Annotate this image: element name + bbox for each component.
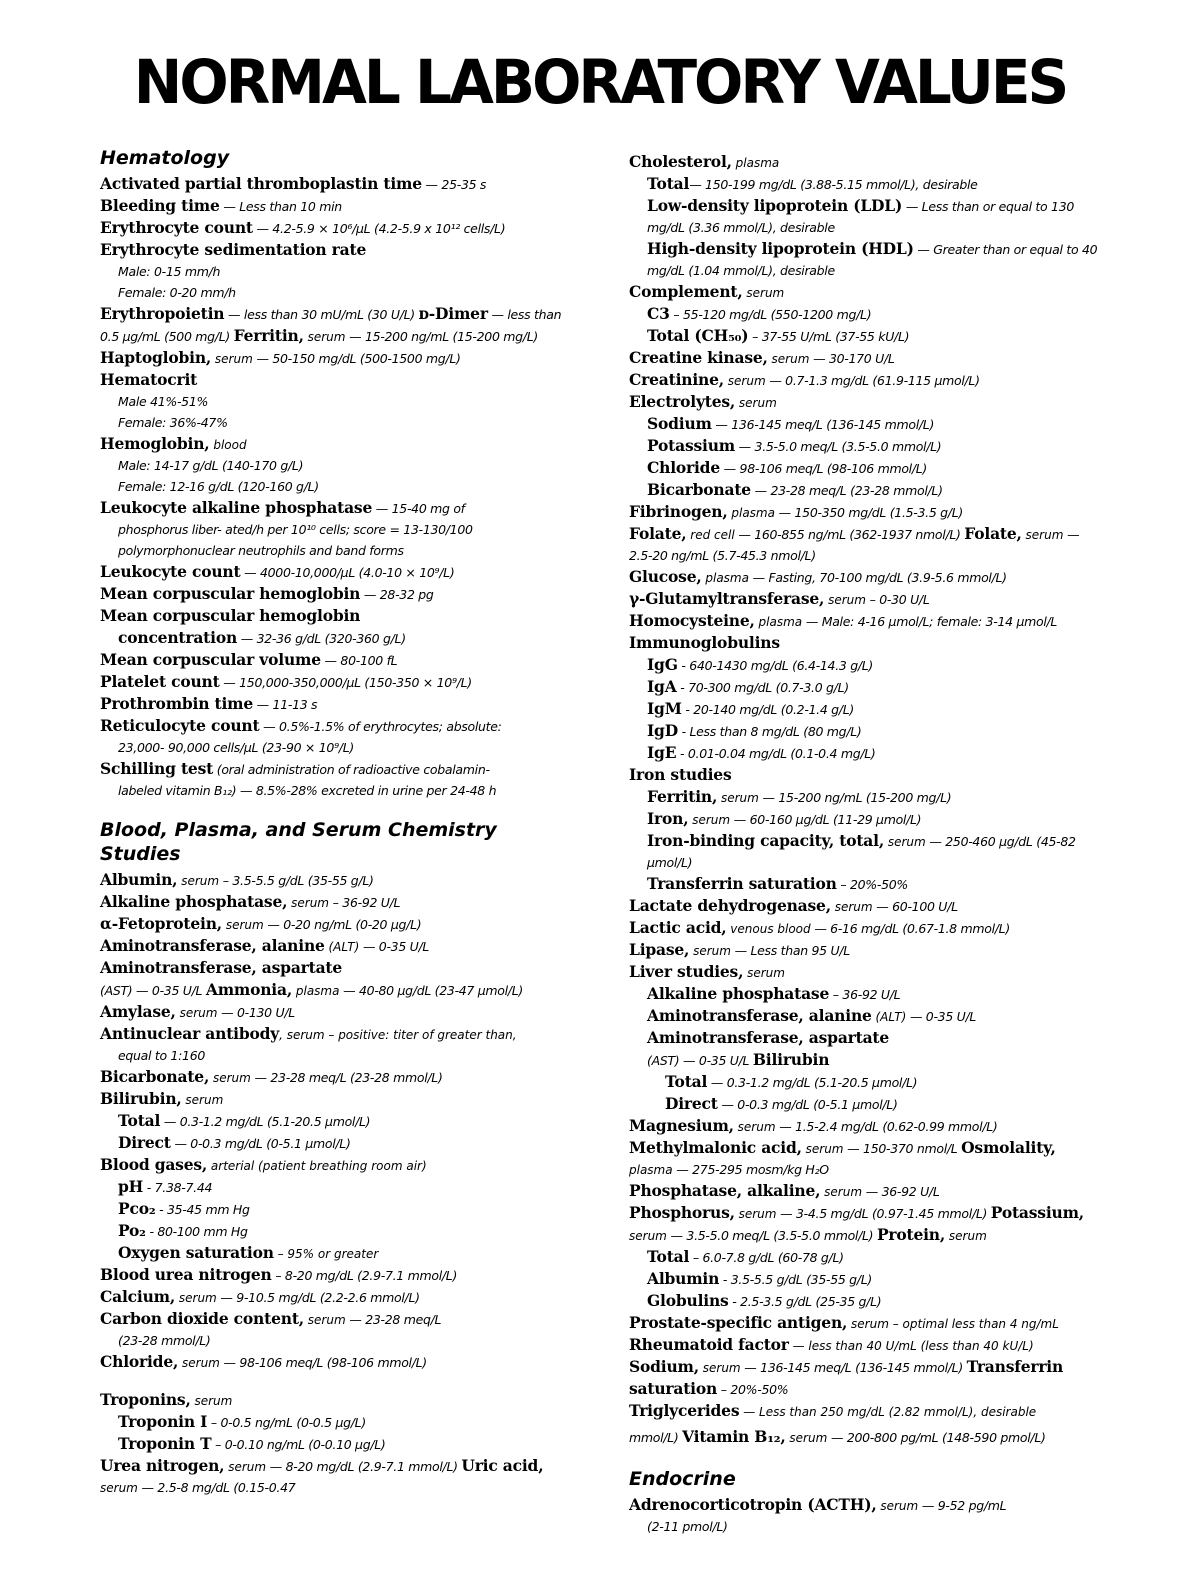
entry-fibrinogen: Fibrinogen, plasma — 150-350 mg/dL (1.5-3.5 g/L) — [629, 502, 963, 521]
entry-troponin-i: Troponin I – 0-0.5 ng/mL (0-0.5 μg/L) — [118, 1412, 366, 1431]
entry-potassium: Potassium — 3.5-5.0 meq/L (3.5-5.0 mmol/L) — [647, 436, 942, 455]
section-chemistry: Blood, Plasma, and Serum Chemistry Studies — [100, 819, 497, 865]
entry-triglycerides: Triglycerides — Less than 250 mg/dL (2.82 mmol/L), desirable — [629, 1401, 1037, 1420]
entry-epo-ddimer-ferritin: Erythropoietin — less than 30 mU/mL (30 U/L) ᴅ-Dimer — less than 0.5 μg/mL (500 mg/L) Ferritin, serum — 15-200 ng/mL (15-200 mg/L) — [100, 304, 562, 345]
entry-tibc: Iron-binding capacity, total, serum — 250-460 μg/dL (45-82 μmol/L) — [647, 831, 1076, 870]
entry-reticulocyte-line2: 23,000- 90,000 cells/μL (23-90 × 10⁹/L) — [118, 740, 354, 755]
entry-acth-line2: (2-11 pmol/L) — [647, 1519, 728, 1534]
entry-liver-alt-ast-bili: Aminotransferase, alanine (ALT) — 0-35 U/L Aminotransferase, aspartate (AST) — 0-35 U/L Bilirubin — [647, 1006, 977, 1069]
entry-psa-rf-na-tsat: Prostate-specific antigen, serum – optimal less than 4 ng/mL Rheumatoid factor — less than 40 U/mL (less than 40 kU/L) Sodium, serum — 136-145 meq/L (136-145 mmol/L) Transferrin saturation – 20%-50% — [629, 1313, 1064, 1398]
entry-ggt: γ-Glutamyltransferase, serum – 0-30 U/L — [629, 589, 930, 608]
entry-aptt: Activated partial thromboplastin time — 25-35 s — [100, 174, 487, 193]
entry-schilling-line2: labeled vitamin B₁₂) — 8.5%-28% excreted in urine per 24-48 h — [118, 783, 497, 798]
entry-co2-line2: (23-28 mmol/L) — [118, 1333, 211, 1348]
entry-ana-line2: equal to 1:160 — [118, 1048, 205, 1063]
entry-lap-line2: phosphorus liber- ated/h per 10¹⁰ cells; score = 13-130/100 — [118, 522, 473, 537]
entry-haptoglobin: Haptoglobin, serum — 50-150 mg/dL (500-1500 mg/L) — [100, 348, 461, 367]
entry-glucose: Glucose, plasma — Fasting, 70-100 mg/dL (3.9-5.6 mmol/L) — [629, 567, 1007, 586]
entry-iron-studies: Iron studies — [629, 765, 732, 784]
entry-ch50: Total (CH₅₀) – 37-55 U/mL (37-55 kU/L) — [647, 326, 910, 345]
entry-iron: Iron, serum — 60-160 μg/dL (11-29 μmol/L) — [647, 809, 922, 828]
entry-protein-globulins: Globulins - 2.5-3.5 g/dL (25-35 g/L) — [647, 1291, 882, 1310]
entry-creatinine: Creatinine, serum — 0.7-1.3 mg/dL (61.9-115 μmol/L) — [629, 370, 980, 389]
entry-bun: Blood urea nitrogen – 8-20 mg/dL (2.9-7.1 mmol/L) — [100, 1265, 458, 1284]
entry-blood-gases-o2sat: Oxygen saturation – 95% or greater — [118, 1243, 379, 1262]
entry-liver-bili-direct: Direct — 0-0.3 mg/dL (0-5.1 μmol/L) — [665, 1094, 898, 1113]
entry-ldh: Lactate dehydrogenase, serum — 60-100 U/L — [629, 896, 958, 915]
entry-bicarbonate-lytes: Bicarbonate — 23-28 meq/L (23-28 mmol/L) — [647, 480, 943, 499]
entry-mchc-value: concentration — 32-36 g/dL (320-360 g/L) — [118, 628, 406, 647]
entry-platelet-count: Platelet count — 150,000-350,000/μL (150-350 × 10⁹/L) — [100, 672, 472, 691]
entry-hematocrit: Hematocrit — [100, 370, 198, 389]
entry-igg: IgG - 640-1430 mg/dL (6.4-14.3 g/L) — [647, 655, 873, 674]
entry-igd: IgD - Less than 8 mg/dL (80 mg/L) — [647, 721, 862, 740]
entry-urea-uric: Urea nitrogen, serum — 8-20 mg/dL (2.9-7.1 mmol/L) Uric acid, serum — 2.5-8 mg/dL (0.15-0.47 — [100, 1456, 544, 1495]
entry-schilling-test: Schilling test (oral administration of radioactive cobalamin- — [100, 759, 490, 778]
entry-lipase: Lipase, serum — Less than 95 U/L — [629, 940, 850, 959]
entry-alkaline-phosphatase: Alkaline phosphatase, serum – 36-92 U/L — [100, 892, 401, 911]
entry-complement: Complement, serum — [629, 282, 785, 301]
page-title: NORMAL LABORATORY VALUES — [133, 46, 1067, 118]
entry-esr: Erythrocyte sedimentation rate — [100, 240, 367, 259]
entry-igm: IgM - 20-140 mg/dL (0.2-1.4 g/L) — [647, 699, 854, 718]
entry-troponin-t: Troponin T – 0-0.10 ng/mL (0-0.10 μg/L) — [118, 1434, 386, 1453]
entry-bilirubin: Bilirubin, serum — [100, 1089, 224, 1108]
left-column — [100, 146, 570, 1499]
entry-hemoglobin-male: Male: 14-17 g/dL (140-170 g/L) — [118, 458, 304, 473]
entry-bilirubin-direct: Direct — 0-0.3 mg/dL (0-5.1 μmol/L) — [118, 1133, 351, 1152]
entry-blood-gases-pco2: Pco₂ - 35-45 mm Hg — [118, 1199, 250, 1218]
entry-homocysteine: Homocysteine, plasma — Male: 4-16 μmol/L; female: 3-14 μmol/L — [629, 611, 1058, 630]
entry-liver-alp: Alkaline phosphatase – 36-92 U/L — [647, 984, 901, 1003]
entry-esr-female: Female: 0-20 mm/h — [118, 285, 236, 300]
entry-liver-bili-total: Total — 0.3-1.2 mg/dL (5.1-20.5 μmol/L) — [665, 1072, 918, 1091]
entry-bleeding-time: Bleeding time — Less than 10 min — [100, 196, 342, 215]
entry-troponins: Troponins, serum — [100, 1390, 233, 1409]
entry-protein-total: Total – 6.0-7.8 g/dL (60-78 g/L) — [647, 1247, 844, 1266]
entry-mchc: Mean corpuscular hemoglobin — [100, 606, 361, 625]
entry-bilirubin-total: Total — 0.3-1.2 mg/dL (5.1-20.5 μmol/L) — [118, 1111, 371, 1130]
entry-lap-line3: polymorphonuclear neutrophils and band forms — [118, 543, 404, 558]
entry-hematocrit-male: Male 41%-51% — [118, 394, 209, 409]
entry-leukocyte-count: Leukocyte count — 4000-10,000/μL (4.0-10 × 10⁹/L) — [100, 562, 455, 581]
entry-creatine-kinase: Creatine kinase, serum — 30-170 U/L — [629, 348, 895, 367]
entry-phosphatase-alkaline: Phosphatase, alkaline, serum — 36-92 U/L — [629, 1181, 940, 1200]
entry-lap: Leukocyte alkaline phosphatase — 15-40 mg of — [100, 498, 465, 517]
entry-electrolytes: Electrolytes, serum — [629, 392, 777, 411]
entry-immunoglobulins: Immunoglobulins — [629, 633, 780, 652]
entry-reticulocyte-count: Reticulocyte count — 0.5%-1.5% of erythrocytes; absolute: — [100, 716, 502, 735]
entry-esr-male: Male: 0-15 mm/h — [118, 264, 221, 279]
entry-mch: Mean corpuscular hemoglobin — 28-32 pg — [100, 584, 434, 603]
entry-vitamin-b12: mmol/L) Vitamin B₁₂, serum — 200-800 pg/mL (148-590 pmol/L) — [629, 1427, 1046, 1446]
entry-cholesterol-total: Total— 150-199 mg/dL (3.88-5.15 mmol/L), desirable — [647, 174, 978, 193]
entry-liver-studies: Liver studies, serum — [629, 962, 785, 981]
entry-bicarbonate: Bicarbonate, serum — 23-28 meq/L (23-28 mmol/L) — [100, 1067, 443, 1086]
entry-prothrombin-time: Prothrombin time — 11-13 s — [100, 694, 318, 713]
entry-iron-ferritin: Ferritin, serum — 15-200 ng/mL (15-200 mg/L) — [647, 787, 952, 806]
entry-folate: Folate, red cell — 160-855 ng/mL (362-1937 nmol/L) Folate, serum — 2.5-20 ng/mL (5.7-45.3 nmol/L) — [629, 524, 1080, 563]
entry-calcium: Calcium, serum — 9-10.5 mg/dL (2.2-2.6 mmol/L) — [100, 1287, 420, 1306]
entry-ige: IgE - 0.01-0.04 mg/dL (0.1-0.4 mg/L) — [647, 743, 876, 762]
entry-sodium: Sodium — 136-145 meq/L (136-145 mmol/L) — [647, 414, 935, 433]
entry-blood-gases: Blood gases, arterial (patient breathing room air) — [100, 1155, 427, 1174]
entry-blood-gases-ph: pH - 7.38-7.44 — [118, 1177, 213, 1196]
entry-hemoglobin: Hemoglobin, blood — [100, 434, 247, 453]
entry-iga: IgA - 70-300 mg/dL (0.7-3.0 g/L) — [647, 677, 849, 696]
entry-hemoglobin-female: Female: 12-16 g/dL (120-160 g/L) — [118, 479, 319, 494]
entry-protein-albumin: Albumin - 3.5-5.5 g/dL (35-55 g/L) — [647, 1269, 872, 1288]
entry-mcv: Mean corpuscular volume — 80-100 fL — [100, 650, 398, 669]
entry-blood-gases-po2: Po₂ - 80-100 mm Hg — [118, 1221, 248, 1240]
entry-acth: Adrenocorticotropin (ACTH), serum — 9-52 pg/mL — [629, 1495, 1007, 1514]
entry-afp-alt-ast-ammonia-amylase: α-Fetoprotein, serum — 0-20 ng/mL (0-20 μg/L) Aminotransferase, alanine (ALT) — 0-35 U/L Aminotransferase, aspartate (AST) — 0-35 U/L Ammonia, plasma — 40-80 μg/dL (23-47 μmol/L) Amylase, serum — 0-130 U/L — [100, 914, 523, 1021]
entry-antinuclear-antibody: Antinuclear antibody, serum – positive: titer of greater than, — [100, 1024, 517, 1043]
entry-erythrocyte-count: Erythrocyte count — 4.2-5.9 × 10⁶/μL (4.2-5.9 x 10¹² cells/L) — [100, 218, 506, 237]
entry-iron-tsat: Transferrin saturation – 20%-50% — [647, 874, 908, 893]
entry-co2-content: Carbon dioxide content, serum — 23-28 meq/L — [100, 1309, 442, 1328]
entry-phos-k-protein: Phosphorus, serum — 3-4.5 mg/dL (0.97-1.45 mmol/L) Potassium, serum — 3.5-5.0 meq/L (3.5-5.0 mmol/L) Protein, serum — [629, 1203, 1084, 1244]
section-hematology: Hematology — [100, 147, 230, 169]
entry-hematocrit-female: Female: 36%-47% — [118, 415, 228, 430]
entry-ldl: Low-density lipoprotein (LDL) — Less than or equal to 130 mg/dL (3.36 mmol/L), desirable — [647, 196, 1075, 235]
entry-c3: C3 – 55-120 mg/dL (550-1200 mg/L) — [647, 304, 872, 323]
entry-lactic-acid: Lactic acid, venous blood — 6-16 mg/dL (0.67-1.8 mmol/L) — [629, 918, 1010, 937]
section-endocrine: Endocrine — [629, 1468, 736, 1490]
entry-hdl: High-density lipoprotein (HDL) — Greater than or equal to 40 mg/dL (1.04 mmol/L), desirable — [647, 239, 1098, 278]
entry-chloride: Chloride, serum — 98-106 meq/L (98-106 mmol/L) — [100, 1352, 427, 1371]
right-column — [629, 152, 1099, 1538]
entry-albumin: Albumin, serum – 3.5-5.5 g/dL (35-55 g/L) — [100, 870, 374, 889]
entry-cholesterol: Cholesterol, plasma — [629, 152, 780, 171]
entry-mg-mma-osm: Magnesium, serum — 1.5-2.4 mg/dL (0.62-0.99 mmol/L) Methylmalonic acid, serum — 150-370 nmol/L Osmolality, plasma — 275-295 mosm/kg H₂O — [629, 1116, 1056, 1177]
entry-chloride-lytes: Chloride — 98-106 meq/L (98-106 mmol/L) — [647, 458, 927, 477]
